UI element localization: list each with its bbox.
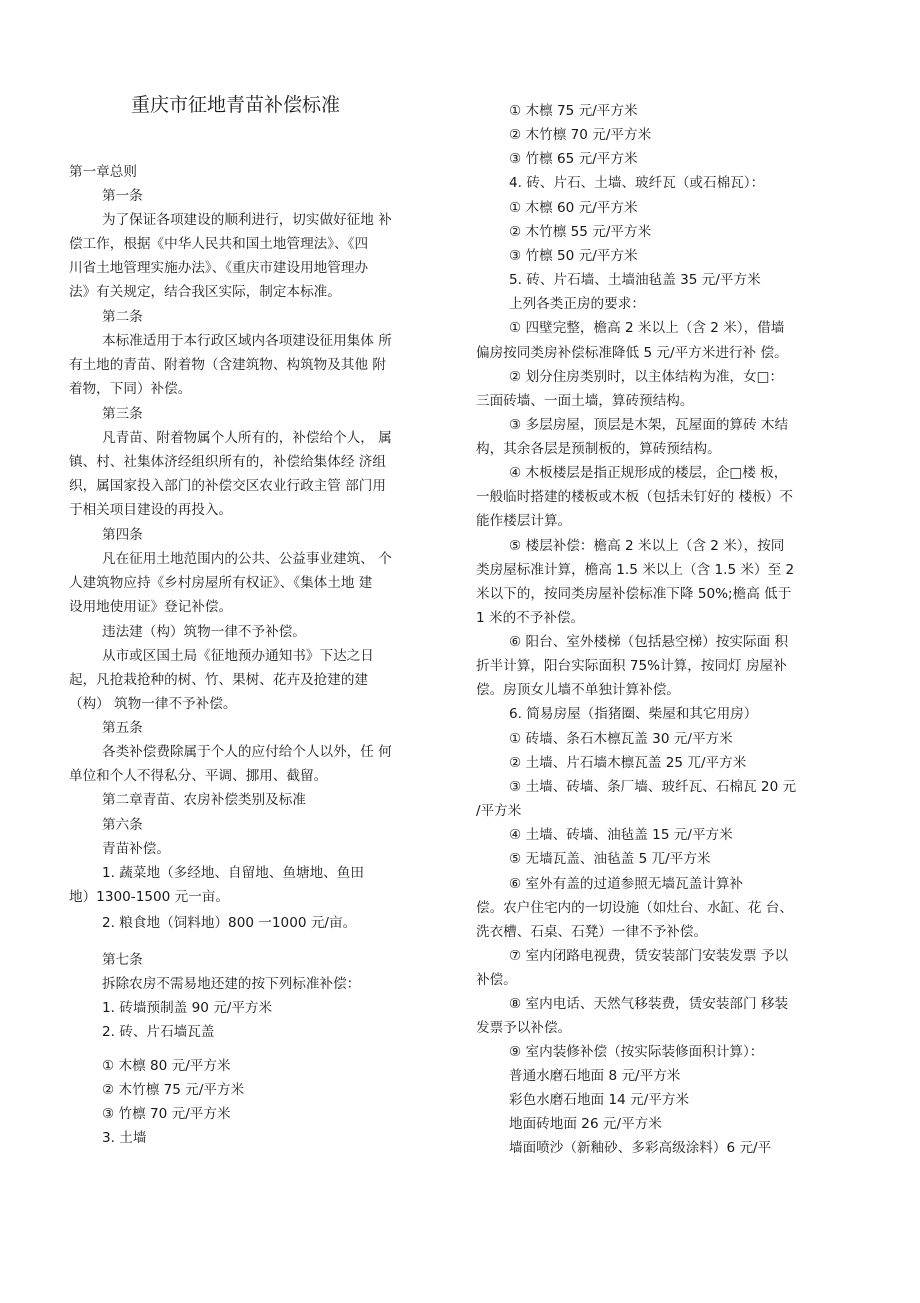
left-text-line: 本标准适用于本行政区域内各项建设征用集体 所 (102, 333, 392, 349)
right-text-line: 地面砖地面 26 元/平方米 (509, 1116, 662, 1132)
left-text-line: 拆除农房不需易地还建的按下列标准补偿： (102, 976, 361, 992)
right-text-line: ② 划分住房类别时，以主体结构为准，女□： (509, 369, 784, 385)
left-text-line: 第四条 (102, 527, 143, 543)
left-text-line: 第三条 (102, 406, 143, 422)
left-text-line: 凡在征用土地范围内的公共、公益事业建筑、 个 (102, 551, 392, 567)
right-text-line: ⑦ 室内闭路电视费，赁安装部门安装发票 予以 (509, 948, 789, 964)
left-text-line: 为了保证各项建设的顺利进行，切实做好征地 补 (102, 212, 392, 228)
right-text-line: 能作楼层计算。 (476, 513, 572, 529)
right-text-line: 4. 砖、片石、土墙、玻纤瓦（或石棉瓦）： (509, 175, 765, 191)
left-text-line: 着物，下同）补偿。 (69, 381, 192, 397)
right-text-line: ⑤ 无墙瓦盖、油毡盖 5 兀/平方米 (509, 851, 711, 867)
left-text-line: （构） 筑物一律不予补偿。 (69, 696, 237, 712)
left-text-line: 凡青苗、附着物属个人所有的，补偿给个人， 属 (102, 430, 392, 446)
right-text-line: 彩色水磨石地面 14 元/平方米 (509, 1092, 690, 1108)
left-text-line: 第二章青苗、农房补偿类别及标准 (102, 792, 306, 808)
left-text-line: 织，属国家投入部门的补偿交区农业行政主管 部门用 (69, 478, 386, 494)
right-text-line: 6. 简易房屋（指猪圈、柴屋和其它用房） (509, 706, 758, 722)
document-title: 重庆市征地青苗补偿标准 (131, 94, 341, 116)
right-text-line: ⑨ 室内装修补偿（按实际装修面积计算）： (509, 1044, 764, 1060)
right-text-line: 洗衣槽、石桌、石凳）一律不予补偿。 (476, 924, 708, 940)
right-text-line: 墙面喷沙（新釉砂、多彩高级涂料）6 元/平 (509, 1140, 772, 1156)
left-text-line: 有土地的青苗、附着物（含建筑物、构筑物及其他 附 (69, 357, 386, 373)
left-text-line: 1. 蔬菜地（多经地、自留地、鱼塘地、鱼田 (102, 865, 364, 881)
left-text-line: ③ 竹檩 70 元/平方米 (102, 1106, 231, 1122)
left-text-line: 第一章总则 (69, 164, 137, 180)
left-text-line: 第七条 (102, 952, 143, 968)
left-text-line: 第二条 (102, 309, 143, 325)
left-text-line: 人建筑物应持《乡村房屋所有权证》、《集体土地 建 (69, 575, 373, 591)
left-text-line: 第一条 (102, 188, 143, 204)
left-text-line: 违法建（构）筑物一律不予补偿。 (102, 624, 306, 640)
left-text-line: 于相关项目建设的再投入。 (69, 502, 233, 518)
right-text-line: 三面砖墙、一面土墙，算砖预结构。 (476, 393, 694, 409)
left-text-line: 各类补偿费除属于个人的应付给个人以外，任 何 (102, 744, 392, 760)
right-text-line: ② 土墙、片石墙木檩瓦盖 25 兀/平方米 (509, 755, 747, 771)
right-text-line: 补偿。 (476, 972, 517, 988)
left-text-line: 2. 粮食地（饲料地）800 一1000 元/亩。 (102, 915, 357, 931)
right-text-line: ② 木竹檩 55 元/平方米 (509, 224, 652, 240)
right-text-line: ① 四壁完整，檐高 2 米以上（含 2 米），借墙 (509, 320, 785, 336)
left-text-line: 起，凡抢栽抢种的树、竹、果树、花卉及抢建的建 (69, 672, 369, 688)
right-text-line: 类房屋标准计算，檐高 1.5 米以上（含 1.5 米）至 2 (476, 562, 795, 578)
right-text-line: ③ 多层房屋，顶层是木架，瓦屋面的算砖 木结 (509, 417, 789, 433)
right-text-line: ① 砖墙、条石木檩瓦盖 30 元/平方米 (509, 731, 733, 747)
left-text-line: 第六条 (102, 817, 143, 833)
left-text-line: ② 木竹檩 75 元/平方米 (102, 1082, 245, 1098)
right-text-line: 偏房按同类房补偿标准降低 5 元/平方米进行补 偿。 (476, 345, 788, 361)
right-text-line: 偿。房顶女儿墙不单独计算补偿。 (476, 682, 680, 698)
right-text-line: ④ 土墙、砖墙、油毡盖 15 元/平方米 (509, 827, 733, 843)
right-text-line: ③ 土墙、砖墙、条厂墙、玻纤瓦、石棉瓦 20 元 (509, 779, 797, 795)
right-text-line: ③ 竹檩 65 元/平方米 (509, 151, 638, 167)
left-text-line: 从市或区国土局《征地预办通知书》下达之日 (102, 648, 374, 664)
right-text-line: /平方米 (476, 803, 522, 819)
right-text-line: ④ 木板楼层是指正规形成的楼层，企□楼 板， (509, 465, 788, 481)
left-text-line: 第五条 (102, 720, 143, 736)
left-text-line: ① 木檩 80 元/平方米 (102, 1058, 231, 1074)
right-text-line: 5. 砖、片石墙、土墙油毡盖 35 元/平方米 (509, 272, 761, 288)
left-text-line: 3. 土墙 (102, 1130, 147, 1146)
left-text-line: 法》有关规定，结合我区实际，制定本标准。 (69, 284, 341, 300)
left-text-line: 青苗补偿。 (102, 841, 170, 857)
right-text-line: 1 米的不予补偿。 (476, 610, 585, 626)
left-text-line: 设用地使用证》登记补偿。 (69, 599, 233, 615)
left-text-line: 地）1300-1500 元一亩。 (69, 889, 229, 905)
right-text-line: 发票予以补偿。 (476, 1020, 572, 1036)
right-text-line: ⑥ 阳台、室外楼梯（包括悬空梯）按实际面 积 (509, 634, 789, 650)
left-text-line: 2. 砖、片石墙瓦盖 (102, 1024, 215, 1040)
right-text-line: ② 木竹檩 70 元/平方米 (509, 127, 652, 143)
right-text-line: 一般临时搭建的楼板或木板（包括未钉好的 楼板）不 (476, 489, 793, 505)
right-text-line: 构，其余各层是预制板的，算砖预结构。 (476, 441, 721, 457)
right-text-line: ① 木檩 60 元/平方米 (509, 200, 638, 216)
right-text-line: 上列各类正房的要求： (509, 296, 645, 312)
left-text-line: 川省土地管理实施办法》、《重庆市建设用地管理办 (69, 260, 369, 276)
right-text-line: ⑥ 室外有盖的过道参照无墙瓦盖计算补 (509, 876, 744, 892)
right-text-line: ③ 竹檩 50 元/平方米 (509, 248, 638, 264)
right-text-line: 偿。农户住宅内的一切设施（如灶台、水缸、花 台、 (476, 900, 793, 916)
left-text-line: 1. 砖墙预制盖 90 元/平方米 (102, 1000, 273, 1016)
right-text-line: ⑤ 楼层补偿：檐高 2 米以上（含 2 米），按同 (509, 538, 785, 554)
right-text-line: 折半计算，阳台实际面积 75%计算，按同灯 房屋补 (476, 658, 787, 674)
right-text-line: 普通水磨石地面 8 元/平方米 (509, 1068, 681, 1084)
right-text-line: ① 木檩 75 元/平方米 (509, 103, 638, 119)
left-text-line: 单位和个人不得私分、平调、挪用、截留。 (69, 768, 328, 784)
right-text-line: ⑧ 室内电话、天然气移装费，赁安装部门 移装 (509, 996, 789, 1012)
left-text-line: 镇、村、社集体济经组织所有的，补偿给集体经 济组 (69, 454, 386, 470)
right-text-line: 米以下的，按同类房屋补偿标准下降 50%;檐高 低于 (476, 586, 792, 602)
left-text-line: 偿工作，根据《中华人民共和国土地管理法》、《四 (69, 236, 369, 252)
